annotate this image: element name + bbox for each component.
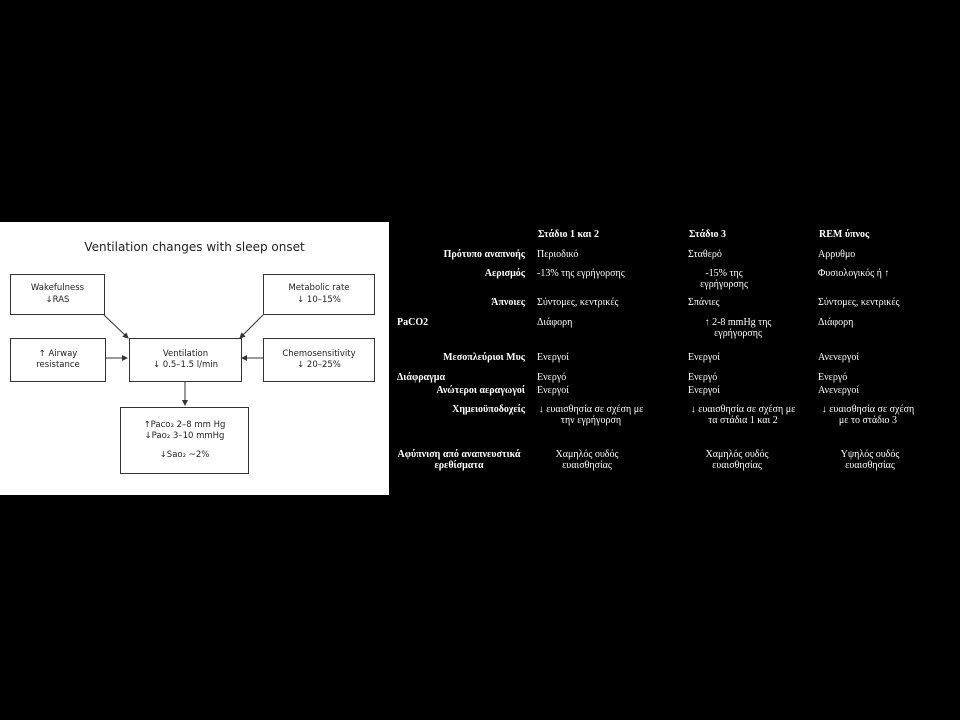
header-stage-3: Στάδιο 3 bbox=[689, 229, 727, 240]
metabolic-value: ↓ 10–15% bbox=[297, 294, 341, 305]
table-cell: Ενεργό bbox=[818, 372, 848, 383]
ventilation-value: ↓ 0.5–1.5 l/min bbox=[152, 360, 219, 370]
table-cell: Ενεργοί bbox=[537, 352, 569, 363]
table-cell: Υψηλός ουδός ευαισθησίας bbox=[840, 449, 900, 471]
table-cell: ↓ ευαισθησία σε σχέση με το στάδιο 3 bbox=[821, 404, 915, 426]
table-cell: Διάφορη bbox=[818, 317, 854, 328]
row-label: Αερισμός bbox=[484, 268, 525, 279]
table-cell: Σύντομες, κεντρικές bbox=[537, 297, 619, 308]
table-cell: ↑ 2-8 mmHg της εγρήγορσης bbox=[704, 317, 772, 339]
table-cell: Ανενεργοί bbox=[818, 385, 860, 396]
table-cell: Διάφορη bbox=[537, 317, 573, 328]
table-cell: Σύντομες, κεντρικές bbox=[818, 297, 900, 308]
table-cell: Ανενεργοί bbox=[818, 352, 860, 363]
table-cell: Αρρυθμο bbox=[818, 249, 856, 260]
airway-value: resistance bbox=[36, 360, 80, 370]
table-cell: Ενεργό bbox=[688, 372, 718, 383]
header-rem: REM ύπνος bbox=[819, 229, 870, 240]
ventilation-label: Ventilation bbox=[162, 348, 209, 359]
row-label: Αφύπνιση από αναπνευστικά ερεθίσματα bbox=[397, 449, 521, 471]
row-label: Χημειοϋποδοχείς bbox=[452, 404, 525, 415]
table-cell: Σταθερό bbox=[688, 249, 722, 260]
row-label: PaCO2 bbox=[397, 317, 429, 328]
diagram-title: Ventilation changes with sleep onset bbox=[84, 240, 305, 254]
metabolic-label: Metabolic rate bbox=[288, 283, 350, 294]
paco2-text: ↑Paco₂ 2–8 mm Hg bbox=[143, 419, 226, 430]
table-cell: Ενεργοί bbox=[688, 352, 720, 363]
row-label: Πρότυπο αναπνοής bbox=[443, 249, 525, 260]
wakefulness-label: Wakefulness bbox=[30, 283, 85, 294]
chemo-label: Chemosensitivity bbox=[282, 348, 356, 359]
table-cell: -15% της εγρήγορσης bbox=[700, 268, 748, 290]
table-cell: Ενεργοί bbox=[537, 385, 569, 396]
table-cell: -13% της εγρήγορσης bbox=[537, 268, 625, 279]
table-cell: Χαμηλός ουδός ευαισθησίας bbox=[555, 449, 619, 471]
pao2-text: ↓Pao₂ 3–10 mmHg bbox=[144, 431, 225, 442]
chemo-value: ↓ 20–25% bbox=[297, 360, 341, 370]
table-cell: Φυσιολογικός ή ↑ bbox=[818, 268, 890, 279]
table-cell: Ενεργό bbox=[537, 372, 567, 383]
header-stage-1-2: Στάδιο 1 και 2 bbox=[538, 229, 599, 240]
row-label: Άπνοιες bbox=[491, 297, 525, 308]
airway-label: ↑ Airway bbox=[38, 348, 78, 359]
table-cell: Ενεργοί bbox=[688, 385, 720, 396]
table-cell: Χαμηλός ουδός ευαισθησίας bbox=[705, 449, 769, 471]
sao2-text: ↓Sao₂ ~2% bbox=[159, 449, 210, 460]
row-label: Ανώτεροι αεραγωγοί bbox=[436, 385, 525, 396]
table-cell: Σπάνιες bbox=[688, 297, 720, 308]
table-cell: ↓ ευαισθησία σε σχέση με τα στάδια 1 και 2 bbox=[690, 404, 796, 426]
row-label: Μεσοπλεύριοι Μυς bbox=[443, 352, 525, 363]
table-cell: ↓ ευαισθησία σε σχέση με την εγρήγορση bbox=[538, 404, 644, 426]
table-cell: Περιοδικό bbox=[537, 249, 579, 260]
row-label: Διάφραγμα bbox=[397, 372, 446, 383]
wakefulness-value: ↓RAS bbox=[45, 294, 70, 305]
